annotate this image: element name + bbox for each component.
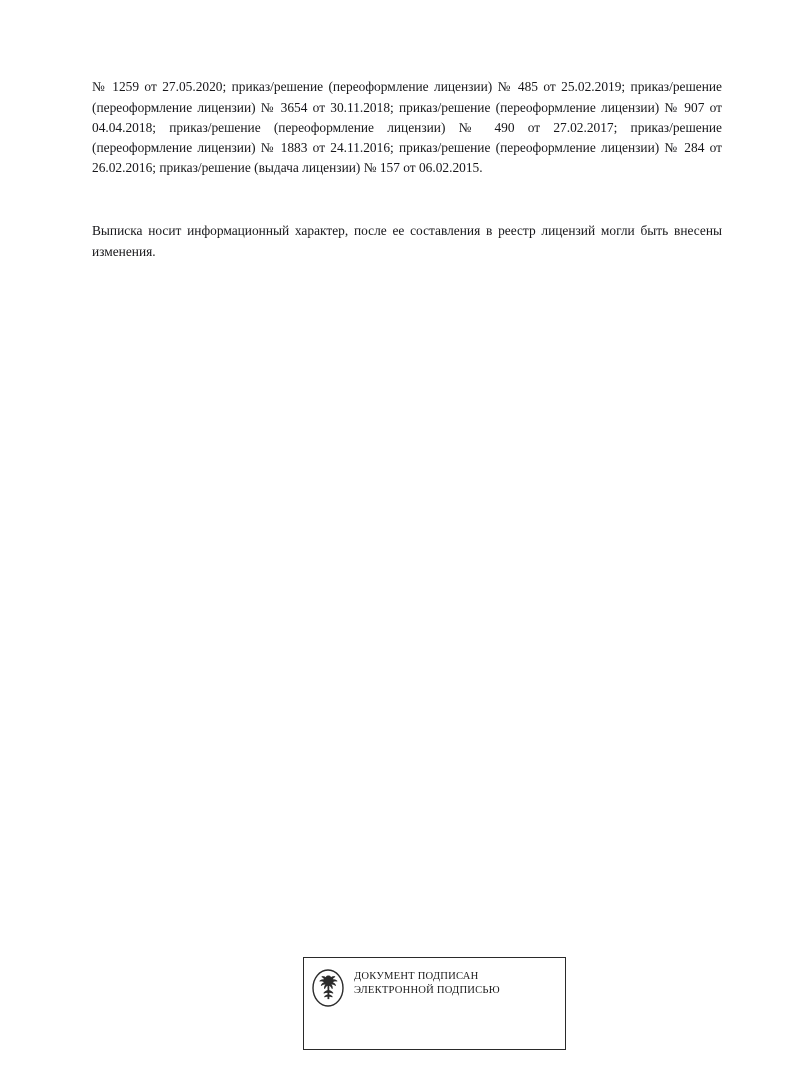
stamp-content <box>304 958 565 1049</box>
stamp-line-2: ЭЛЕКТРОННОЙ ПОДПИСЬЮ <box>354 985 500 996</box>
informational-note-paragraph: Выписка носит информационный характер, после ее составления в реестр лицензий могли быть внесены изменения. <box>92 223 726 259</box>
double-headed-eagle-emblem-icon <box>310 968 346 1008</box>
license-orders-paragraph: № 1259 от 27.05.2020; приказ/решение (переоформление лицензии) № 485 от 25.02.2019; приказ/решение (переоформление лицензии) № 3654 от 30.11.2018; приказ/решение (переоформление лицензии) № 907 от 04.04.2018; приказ/решение (переоформление лицензии) № 490 от 27.02.2017; приказ/решение (переоформление лицензии) № 1883 от 24.11.2016; приказ/решение (переоформление лицензии) № 284 от 26.02.2016; приказ/решение (выдача лицензии) № 157 от 06.02.2015. <box>92 79 726 176</box>
stamp-line-1: ДОКУМЕНТ ПОДПИСАН <box>354 971 479 982</box>
stamp-text <box>354 970 500 998</box>
electronic-signature-stamp <box>303 957 566 1050</box>
